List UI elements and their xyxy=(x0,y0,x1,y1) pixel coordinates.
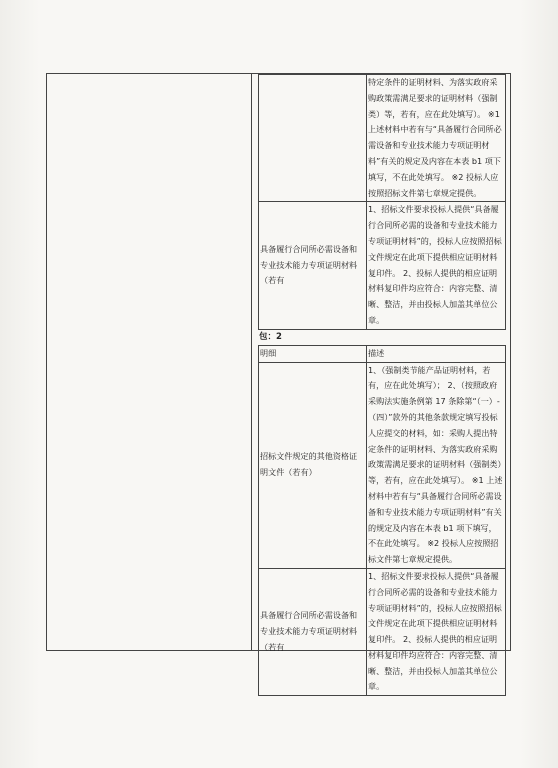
qualification-section xyxy=(258,74,504,696)
item-description: 特定条件的证明材料、为落实政府采购政策需满足要求的证明材料（强制类）等，若有，应在此处填写）。 ※1 上述材料中若有与“具备履行合同所必需设备和专业技术能力专项证明材料”有关的规定及内容在本表 b1 项下填写，不在此处填写。 ※2 投标人应按照招标文件第七章规定提供。 xyxy=(367,75,506,202)
table-row xyxy=(259,362,506,568)
column-header-detail: 明细 xyxy=(259,345,367,362)
item-description: 1、招标文件要求投标人提供“具备履行合同所必需的设备和专业技术能力专项证明材料”的，投标人应按照招标文件规定在此项下提供相应证明材料复印件。 2、投标人提供的相应证明材料复印件均应符合：内容完整、清晰、整洁，并由投标人加盖其单位公章。 xyxy=(367,568,506,695)
table-row xyxy=(259,202,506,329)
column-header-description: 描述 xyxy=(367,345,506,362)
item-description: 1、（强制类节能产品证明材料，若有，应在此处填写）； 2、（按照政府采购法实施条例第 17 条除第“（一）-（四）”款外的其他条款规定填写投标人应提交的材料，如：采购人提出特定条件的证明材料、为落实政府采购政策需满足要求的证明材料（强制类）等，若有，应在此处填写）。 ※1 上述材料中若有与“具备履行合同所必需设备和专业技术能力专项证明材料”有关的规定及内容在本表 b1 项下填写，不在此处填写。 ※2 投标人应按照招标文件第七章规定提供。 xyxy=(367,362,506,568)
table-row xyxy=(259,568,506,695)
table-header-row xyxy=(259,345,506,362)
item-name: 具备履行合同所必需设备和专业技术能力专项证明材料（若有 xyxy=(259,568,367,695)
package1-table xyxy=(258,74,506,330)
item-name: 招标文件规定的其他资格证明文件（若有） xyxy=(259,362,367,568)
outer-column-divider xyxy=(251,74,252,650)
item-name: 具备履行合同所必需设备和专业技术能力专项证明材料（若有 xyxy=(259,202,367,329)
outer-table xyxy=(46,73,511,692)
table-row xyxy=(259,75,506,202)
package2-table xyxy=(258,345,506,697)
package2-label: 包：2 xyxy=(259,331,282,342)
item-description: 1、招标文件要求投标人提供“具备履行合同所必需的设备和专业技术能力专项证明材料”的，投标人应按照招标文件规定在此项下提供相应证明材料复印件。 2、投标人提供的相应证明材料复印件均应符合：内容完整、清晰、整洁，并由投标人加盖其单位公章。 xyxy=(367,202,506,329)
item-name xyxy=(259,75,367,202)
